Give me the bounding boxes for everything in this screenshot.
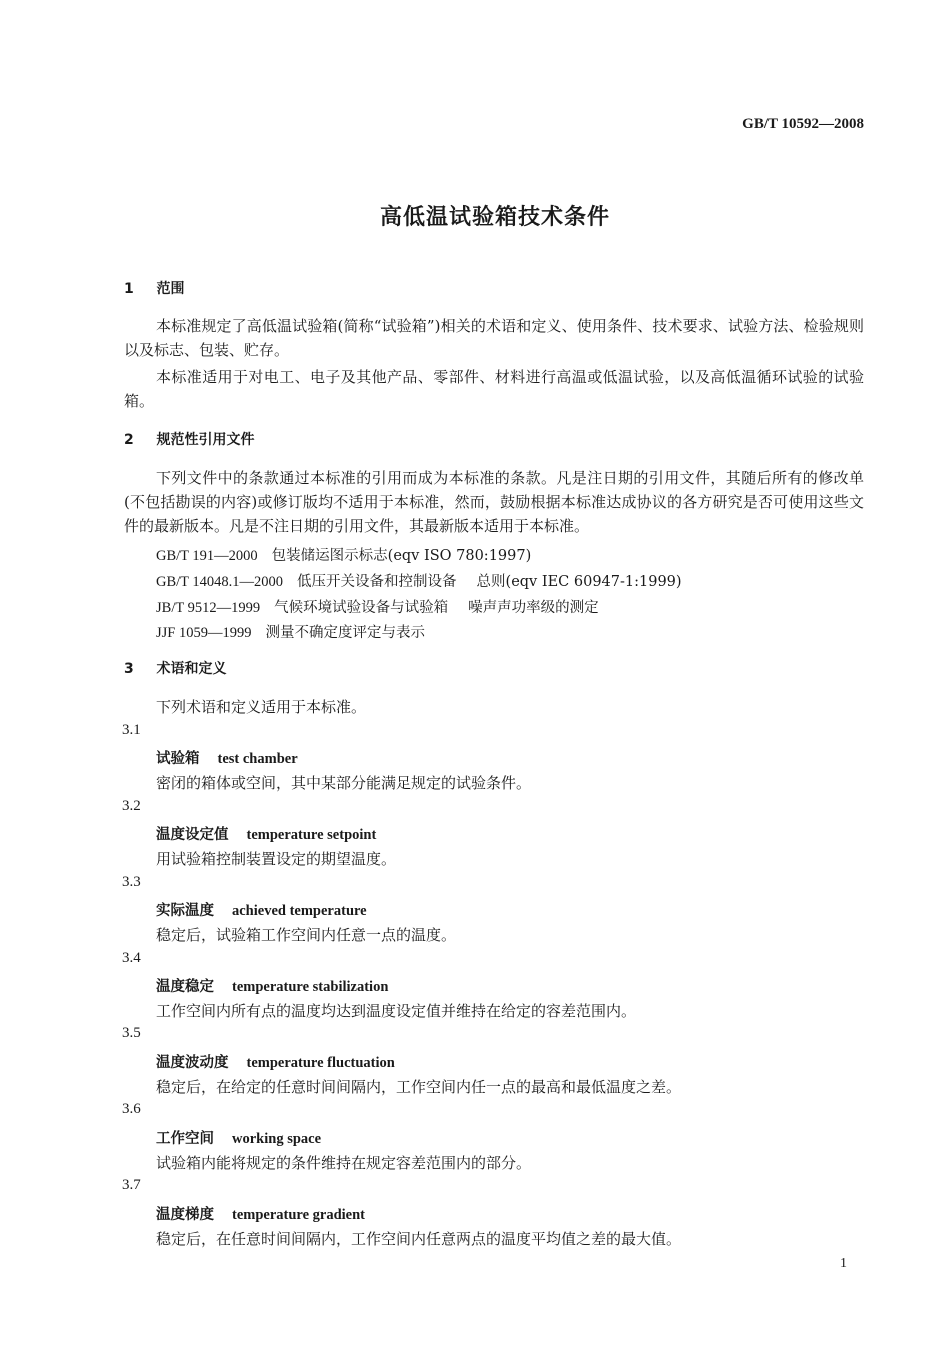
reference-item [156, 544, 531, 565]
reference-title: 测量不确定度评定与表示 [265, 625, 425, 641]
term-definition: 用试验箱控制装置设定的期望温度。 [156, 850, 397, 868]
section-number: 1 [124, 281, 134, 297]
term-en: test chamber [217, 751, 298, 767]
term-heading [156, 899, 367, 920]
term-en: achieved temperature [232, 903, 367, 919]
terms-intro: 下列术语和定义适用于本标准。 [156, 698, 367, 716]
term-en: working space [232, 1131, 322, 1147]
page-number: 1 [840, 1256, 847, 1271]
term-definition: 稳定后，试验箱工作空间内任意一点的温度。 [156, 926, 457, 944]
term-heading [156, 975, 388, 996]
reference-item [156, 596, 599, 617]
reference-item [156, 570, 682, 591]
clause-number: 3.4 [122, 950, 141, 966]
term-definition: 稳定后，在给定的任意时间间隔内，工作空间内任一点的最高和最低温度之差。 [156, 1078, 682, 1096]
normative-references-paragraph: 下列文件中的条款通过本标准的引用而成为本标准的条款。凡是注日期的引用文件，其随后所有的修改单(不包括勘误的内容)或修订版均不适用于本标准，然而，鼓励根据本标准达成协议的各方研究是否可使用这些文件的最新版本。凡是不注日期的引用文件，其最新版本适用于本标准。 [124, 469, 864, 535]
term-zh: 温度波动度 [156, 1055, 229, 1071]
document-title: 高低温试验箱技术条件 [379, 205, 610, 230]
term-zh: 温度梯度 [156, 1207, 214, 1223]
section-1-heading [124, 278, 185, 298]
term-zh: 工作空间 [156, 1131, 214, 1147]
section-3-heading [124, 658, 227, 678]
section-title: 规范性引用文件 [156, 432, 255, 448]
clause-number: 3.1 [122, 722, 141, 738]
term-zh: 实际温度 [156, 903, 214, 919]
clause-number: 3.5 [122, 1025, 141, 1041]
clause-number: 3.3 [122, 874, 141, 890]
section-title: 范围 [156, 281, 185, 297]
scope-paragraph-1: 本标准规定了高低温试验箱(简称“试验箱”)相关的术语和定义、使用条件、技术要求、试验方法、检验规则以及标志、包装、贮存。 [124, 317, 864, 359]
scope-paragraph-2: 本标准适用于对电工、电子及其他产品、零部件、材料进行高温或低温试验，以及高低温循环试验的试验箱。 [124, 368, 864, 410]
term-heading [156, 1051, 395, 1072]
term-zh: 温度设定值 [156, 827, 229, 843]
term-definition: 试验箱内能将规定的条件维持在规定容差范围内的部分。 [156, 1154, 532, 1172]
reference-code: JJF 1059—1999 [156, 625, 252, 641]
section-title: 术语和定义 [156, 661, 227, 677]
reference-subtitle: 总则(eqv IEC 60947-1:1999) [476, 574, 682, 590]
term-zh: 温度稳定 [156, 979, 214, 995]
term-definition: 密闭的箱体或空间，其中某部分能满足规定的试验条件。 [156, 774, 532, 792]
reference-subtitle: 噪声声功率级的测定 [468, 600, 599, 616]
section-2-heading [124, 429, 255, 449]
section-number: 3 [124, 661, 134, 677]
reference-title: 气候环境试验设备与试验箱 [274, 600, 449, 616]
term-heading [156, 747, 298, 768]
reference-code: GB/T 14048.1—2000 [156, 574, 284, 590]
reference-item [156, 621, 425, 642]
term-heading [156, 1127, 321, 1148]
clause-number: 3.7 [122, 1177, 141, 1193]
section-number: 2 [124, 432, 134, 448]
term-definition: 稳定后，在任意时间间隔内，工作空间内任意两点的温度平均值之差的最大值。 [156, 1230, 682, 1248]
clause-number: 3.6 [122, 1101, 141, 1117]
reference-code: GB/T 191—2000 [156, 548, 258, 564]
reference-title: 低压开关设备和控制设备 [297, 574, 457, 590]
standard-code: GB/T 10592—2008 [742, 116, 864, 132]
term-en: temperature fluctuation [246, 1055, 395, 1071]
term-en: temperature setpoint [246, 827, 377, 843]
term-heading [156, 1203, 365, 1224]
reference-code: JB/T 9512—1999 [156, 600, 261, 616]
term-en: temperature gradient [232, 1207, 366, 1223]
term-heading [156, 823, 376, 844]
term-en: temperature stabilization [232, 979, 389, 995]
reference-title: 包装储运图示标志(eqv ISO 780:1997) [271, 548, 532, 564]
term-zh: 试验箱 [156, 751, 200, 767]
term-definition: 工作空间内所有点的温度均达到温度设定值并维持在给定的容差范围内。 [156, 1002, 637, 1020]
clause-number: 3.2 [122, 798, 141, 814]
